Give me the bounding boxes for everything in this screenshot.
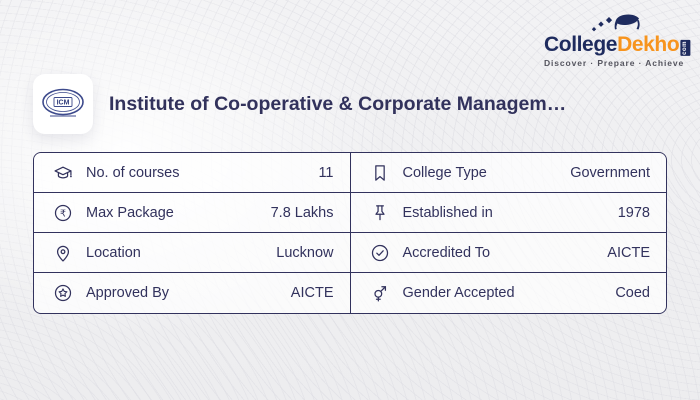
fact-row-accredited	[351, 233, 667, 273]
rupee-circle-icon	[53, 203, 73, 223]
fact-label: Location	[86, 244, 141, 261]
fact-value: Lucknow	[276, 244, 334, 261]
brand-tld-badge: com	[680, 40, 690, 56]
fact-label: Max Package	[86, 204, 174, 221]
fact-row-location	[34, 233, 350, 273]
fact-label: Gender Accepted	[402, 285, 515, 301]
fact-value: 7.8 Lakhs	[270, 204, 334, 221]
fact-row-approved	[34, 273, 350, 313]
fact-label: College Type	[402, 164, 487, 181]
facts-column-left	[34, 153, 350, 313]
fact-row-college-type	[351, 153, 667, 193]
graduation-cap-icon	[53, 163, 73, 183]
brand-name-college: College	[544, 33, 618, 56]
fact-value: 11	[318, 164, 334, 181]
fact-row-package	[34, 193, 350, 233]
push-pin-icon	[370, 203, 390, 223]
svg-text:₹: ₹	[59, 208, 67, 220]
svg-text:ICM: ICM	[56, 99, 70, 107]
fact-value: 1978	[617, 204, 650, 221]
college-seal-icon	[40, 87, 86, 121]
fact-row-established	[351, 193, 667, 233]
facts-table	[33, 152, 667, 314]
brand-name	[544, 33, 689, 56]
facts-column-right	[350, 153, 667, 313]
fact-value: Government	[570, 164, 650, 181]
bookmark-icon	[370, 163, 390, 183]
fact-row-gender	[351, 273, 667, 313]
brand-tagline: Discover · Prepare · Achieve	[544, 58, 685, 69]
collegedekho-logo[interactable]	[544, 12, 689, 69]
college-logo[interactable]	[33, 74, 93, 134]
fact-label: No. of courses	[86, 164, 180, 181]
college-header	[33, 74, 667, 134]
fact-value: AICTE	[290, 285, 334, 301]
fact-label: Approved By	[86, 285, 170, 301]
fact-row-courses	[34, 153, 350, 193]
check-circle-icon	[370, 243, 390, 263]
fact-label: Accredited To	[402, 244, 491, 261]
college-title[interactable]: Institute of Co-operative & Corporate Managem…	[109, 92, 567, 115]
fact-value: Coed	[615, 285, 650, 301]
fact-value: AICTE	[607, 244, 650, 261]
award-badge-icon	[53, 283, 73, 303]
location-pin-icon	[53, 243, 73, 263]
fact-label: Established in	[402, 204, 493, 221]
brand-name-dekho: Dekho	[617, 33, 680, 56]
gender-icon	[370, 283, 390, 303]
